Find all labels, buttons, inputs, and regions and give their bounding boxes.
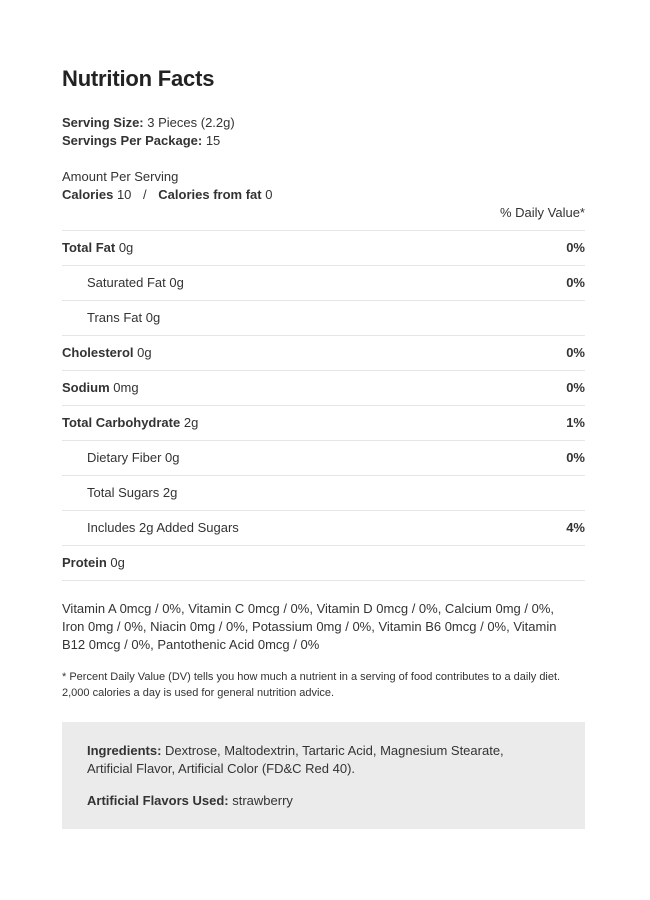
nutrient-amount: 0g: [110, 555, 125, 570]
ingredients-text: [87, 742, 507, 778]
calories-line: [62, 186, 272, 204]
nutrient-row-total-carbohydrate: [62, 406, 585, 441]
servings-per-package: [62, 132, 220, 150]
nutrient-amount: 2g: [162, 485, 178, 500]
nutrient-row-protein: [62, 546, 585, 581]
nutrient-daily-value: 0%: [566, 345, 585, 360]
page-title: Nutrition Facts: [62, 66, 215, 91]
nutrient-name: Protein: [62, 555, 107, 570]
nutrient-table: [62, 230, 585, 581]
nutrient-row-sodium: [62, 371, 585, 406]
nutrient-row-trans-fat: [62, 301, 585, 336]
nutrient-name: Total Sugars: [87, 485, 160, 500]
daily-value-header: % Daily Value*: [499, 205, 585, 220]
ingredients-list: Dextrose, Maltodextrin, Tartaric Acid, Magnesium Stearate, Artificial Flavor, Artificial Color (FD&C Red 40).: [87, 743, 504, 776]
serving-size: [62, 114, 235, 132]
nutrient-daily-value: 0%: [566, 450, 585, 465]
calories-separator: /: [143, 187, 147, 202]
nutrient-daily-value: 0%: [566, 275, 585, 290]
nutrient-daily-value: 4%: [566, 520, 585, 535]
nutrient-amount: 0g: [118, 240, 134, 255]
nutrient-amount: 0g: [137, 345, 152, 360]
artificial-flavors: [87, 792, 293, 810]
nutrient-name: Total Carbohydrate: [62, 415, 181, 430]
calories-label: Calories: [62, 187, 114, 202]
calories-value: 10: [116, 187, 132, 202]
artificial-flavors-label: Artificial Flavors Used:: [87, 793, 229, 808]
artificial-flavors-value: strawberry: [232, 793, 293, 808]
nutrient-name: Includes 2g Added Sugars: [87, 520, 239, 535]
nutrient-amount: 2g: [183, 415, 199, 430]
nutrient-amount: 0g: [145, 310, 161, 325]
serving-size-label: Serving Size:: [62, 115, 144, 130]
servings-per-package-label: Servings Per Package:: [62, 133, 203, 148]
nutrient-amount: 0mg: [113, 380, 139, 395]
nutrient-amount: 0g: [165, 450, 180, 465]
nutrient-row-added-sugars: [62, 511, 585, 546]
calories-from-fat-value: 0: [265, 187, 273, 202]
nutrient-name: Cholesterol: [62, 345, 134, 360]
vitamins-minerals-text: Vitamin A 0mcg / 0%, Vitamin C 0mcg / 0%, Vitamin D 0mcg / 0%, Calcium 0mg / 0%, Iron 0mg / 0%, Niacin 0mg / 0%, Potassium 0mg / 0%, Vitamin B6 0mcg / 0%, Vitamin B12 0mcg / 0%, Pantothenic Acid 0mcg / 0%: [62, 601, 557, 652]
servings-per-package-value: 15: [205, 133, 221, 148]
nutrient-amount: 0g: [169, 275, 184, 290]
nutrient-name: Total Fat: [62, 240, 116, 255]
nutrient-daily-value: 1%: [566, 415, 585, 430]
daily-value-footnote: * Percent Daily Value (DV) tells you how much a nutrient in a serving of food contributes to a daily diet. 2,000 calories a day is used for general nutrition advice.: [62, 671, 561, 699]
nutrient-name: Saturated Fat: [87, 275, 166, 290]
serving-size-value: 3 Pieces (2.2g): [147, 115, 235, 130]
ingredients-box: [62, 722, 585, 829]
nutrient-name: Sodium: [62, 380, 110, 395]
nutrient-row-saturated-fat: [62, 266, 585, 301]
nutrient-daily-value: 0%: [566, 240, 585, 255]
nutrient-name: Trans Fat: [87, 310, 143, 325]
nutrient-row-dietary-fiber: [62, 441, 585, 476]
nutrient-name: Dietary Fiber: [87, 450, 162, 465]
ingredients-label: Ingredients:: [87, 743, 162, 758]
nutrient-row-cholesterol: [62, 336, 585, 371]
nutrient-row-total-fat: [62, 231, 585, 266]
nutrient-daily-value: 0%: [566, 380, 585, 395]
amount-per-serving-heading: Amount Per Serving: [62, 169, 179, 184]
calories-from-fat-label: Calories from fat: [158, 187, 262, 202]
nutrient-row-total-sugars: [62, 476, 585, 511]
